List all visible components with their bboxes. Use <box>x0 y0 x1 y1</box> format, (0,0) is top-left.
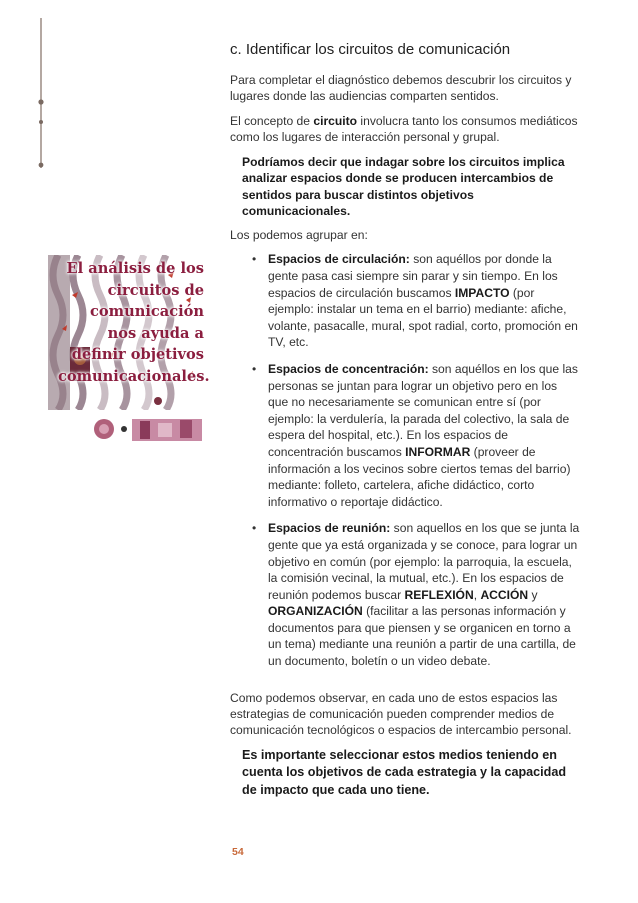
item-keyword: ORGANIZACIÓN <box>268 604 363 619</box>
page-number: 54 <box>232 846 244 858</box>
item-title: Espacios de circulación: <box>268 252 410 267</box>
item-text: son aquéllos en los que las personas se juntan para lograr un objetivo pero en los que no necesariamente se comunican entre sí (por ejemplo: la verdulería, la parada del colectivo, la sala de espera del hospital, etc.). En los espacios de concentración buscamos <box>268 361 578 459</box>
spaces-list <box>230 251 580 669</box>
observation-paragraph: Como podemos observar, en cada uno de estos espacios las estrategias de comunicación pueden comprender medios de comunicación tecnológicos o espacios de intercambio personal. <box>230 690 572 738</box>
section-heading: c. Identificar los circuitos de comunicación <box>230 41 511 58</box>
decorative-strip <box>92 415 202 443</box>
item-text: son aquellos en los que se junta la gente que ya está organizada y se conoce, para lograr un objetivo en común (por ejemplo: la parroquia, la escuela, la comisión vecinal, la mutual, etc.). En los espacios de reunión podemos buscar <box>268 521 580 602</box>
item-text: (proveer de información a los vecinos sobre ciertos temas del barrio) mediante: folleto, cartelera, afiche didáctico, corto informativo o reportaje didáctico. <box>268 444 571 509</box>
item-title: Espacios de reunión: <box>268 521 391 536</box>
hanging-string-decoration <box>38 18 44 168</box>
item-keyword: INFORMAR <box>405 444 471 459</box>
text-run: El concepto de <box>230 113 314 128</box>
item-keyword: REFLEXIÓN <box>404 587 474 602</box>
list-item <box>230 251 580 351</box>
list-item <box>230 520 580 669</box>
bold-term: circuito <box>313 113 358 128</box>
text-run: involucra tanto los consumos mediáticos como los lugares de interacción personal y grupal. <box>230 113 578 145</box>
item-text: (por ejemplo: instalar un tema en el barrio) mediante: afiche, volante, pasacalle, mural, spot radial, corto, promoción en TV, etc. <box>268 285 578 350</box>
item-text: (facilitar a las personas información y documentos para que piensen y se organicen en torno a un tema) mediante una reunión a partir de una cartilla, de un documento, boletín o un video debate. <box>268 604 576 669</box>
circuit-concept-paragraph <box>230 113 580 146</box>
closing-highlight: Es importante seleccionar estos medios teniendo en cuenta los objetivos de cada estrategia y la capacidad de impacto que cada uno tiene. <box>242 747 567 797</box>
item-text: y <box>528 587 538 602</box>
sidebar-quote: El análisis de los circuitos de comunicación nos ayuda a definir objetivos comunicacionales. <box>58 260 210 385</box>
bullet-icon: • <box>252 361 257 376</box>
list-intro: Los podemos agrupar en: <box>230 228 368 242</box>
item-text: , <box>473 587 481 602</box>
highlight-paragraph: Podríamos decir que indagar sobre los circuitos implica analizar espacios donde se producen intercambios de sentidos para buscar distintos objetivos comunicacionales. <box>242 154 565 219</box>
item-title: Espacios de concentración: <box>268 361 429 376</box>
main-content <box>230 40 580 813</box>
item-keyword: ACCIÓN <box>480 587 529 602</box>
list-item <box>230 361 580 510</box>
item-text: son aquéllos por donde la gente pasa casi siempre sin parar y sin tiempo. En los espacios de circulación buscamos <box>268 252 558 300</box>
bullet-icon: • <box>252 521 257 536</box>
bullet-icon: • <box>252 252 257 267</box>
item-keyword: IMPACTO <box>454 285 510 300</box>
intro-paragraph: Para completar el diagnóstico debemos descubrir los circuitos y lugares donde las audiencias comparten sentidos. <box>230 73 572 104</box>
